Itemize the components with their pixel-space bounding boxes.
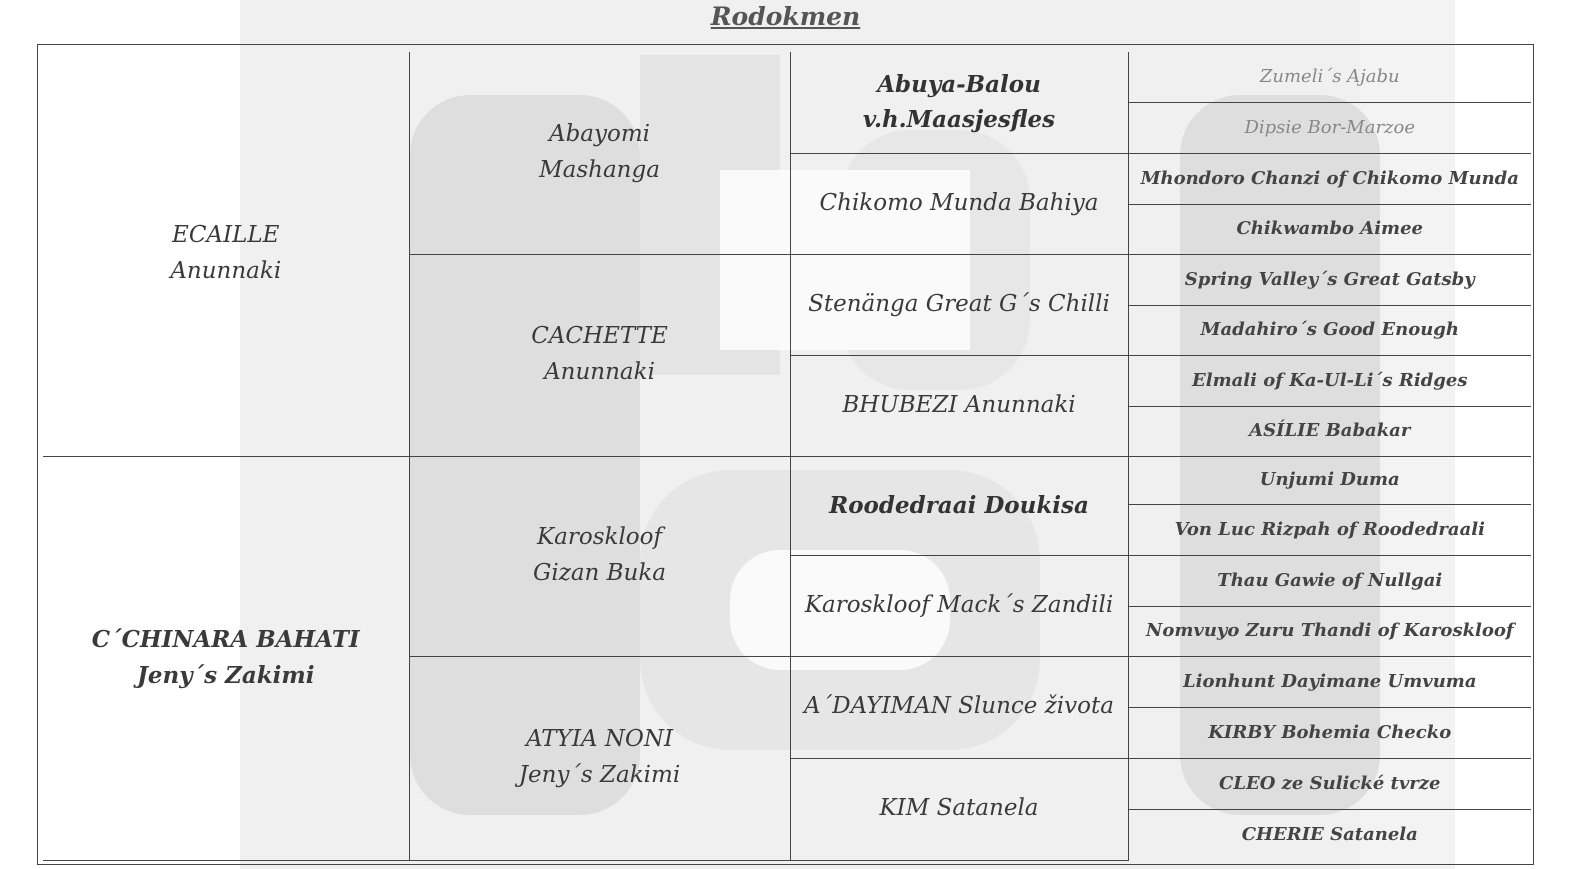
grandparent-1-line2: Mashanga (539, 156, 660, 183)
ancestor-15: CLEO ze Sulické tvrze (1128, 758, 1531, 809)
parent-dam-line2: Jeny´s Zakimi (137, 662, 315, 689)
great-grandparent-1-line1: Abuya-Balou (877, 70, 1041, 98)
ancestor-14: KIRBY Bohemia Checko (1128, 707, 1531, 758)
grandparent-4-line2: Jeny´s Zakimi (518, 762, 681, 788)
ancestor-7: Elmali of Ka-Ul-Li´s Ridges (1128, 355, 1531, 406)
ancestor-3: Mhondoro Chanzi of Chikomo Munda (1128, 153, 1531, 204)
parent-dam (43, 456, 409, 860)
great-grandparent-2: Chikomo Munda Bahiya (790, 153, 1128, 254)
page-title: Rodokmen (710, 2, 861, 31)
grandparent-2 (409, 254, 790, 456)
ancestor-16: CHERIE Satanela (1128, 809, 1531, 860)
grandparent-3-line2: Gizan Buka (532, 560, 667, 586)
grandparent-2-line2: Anunnaki (544, 359, 655, 385)
ancestor-11: Thau Gawie of Nullgai (1128, 555, 1531, 606)
great-grandparent-7: A´DAYIMAN Slunce života (790, 656, 1128, 758)
grandparent-3-line1: Karoskloof (536, 524, 663, 551)
pedigree-table (43, 52, 1531, 861)
parent-sire-line2: Anunnaki (170, 257, 282, 284)
great-grandparent-6: Karoskloof Mack´s Zandili (790, 555, 1128, 656)
grandparent-1-line1: Abayomi (548, 121, 651, 148)
great-grandparent-1-line2: v.h.Maasjesfles (862, 106, 1056, 134)
great-grandparent-4: BHUBEZI Anunnaki (790, 355, 1128, 456)
ancestor-8: ASÍLIE Babakar (1128, 406, 1531, 456)
parent-sire (43, 52, 409, 456)
grandparent-3 (409, 456, 790, 656)
ancestor-2: Dipsie Bor-Marzoe (1128, 102, 1531, 153)
ancestor-1: Zumeli´s Ajabu (1128, 52, 1531, 102)
ancestor-9: Unjumi Duma (1128, 456, 1531, 504)
ancestor-5: Spring Valley´s Great Gatsby (1128, 254, 1531, 305)
ancestor-6: Madahiro´s Good Enough (1128, 305, 1531, 355)
great-grandparent-8: KIM Satanela (790, 758, 1128, 860)
ancestor-12: Nomvuyo Zuru Thandi of Karoskloof (1128, 606, 1531, 656)
parent-dam-line1: C´CHINARA BAHATI (91, 626, 360, 654)
ancestor-10: Von Luc Rizpah of Roodedraali (1128, 504, 1531, 555)
great-grandparent-3: Stenänga Great G´s Chilli (790, 254, 1128, 355)
grandparent-4-line1: ATYIA NONI (525, 726, 674, 753)
great-grandparent-5: Roodedraai Doukisa (790, 456, 1128, 555)
grandparent-4 (409, 656, 790, 860)
grandparent-2-line1: CACHETTE (531, 323, 668, 350)
ancestor-13: Lionhunt Dayimane Umvuma (1128, 656, 1531, 707)
great-grandparent-1 (790, 52, 1128, 153)
parent-sire-line1: ECAILLE (172, 222, 280, 249)
ancestor-4: Chikwambo Aimee (1128, 204, 1531, 254)
grandparent-1 (409, 52, 790, 254)
